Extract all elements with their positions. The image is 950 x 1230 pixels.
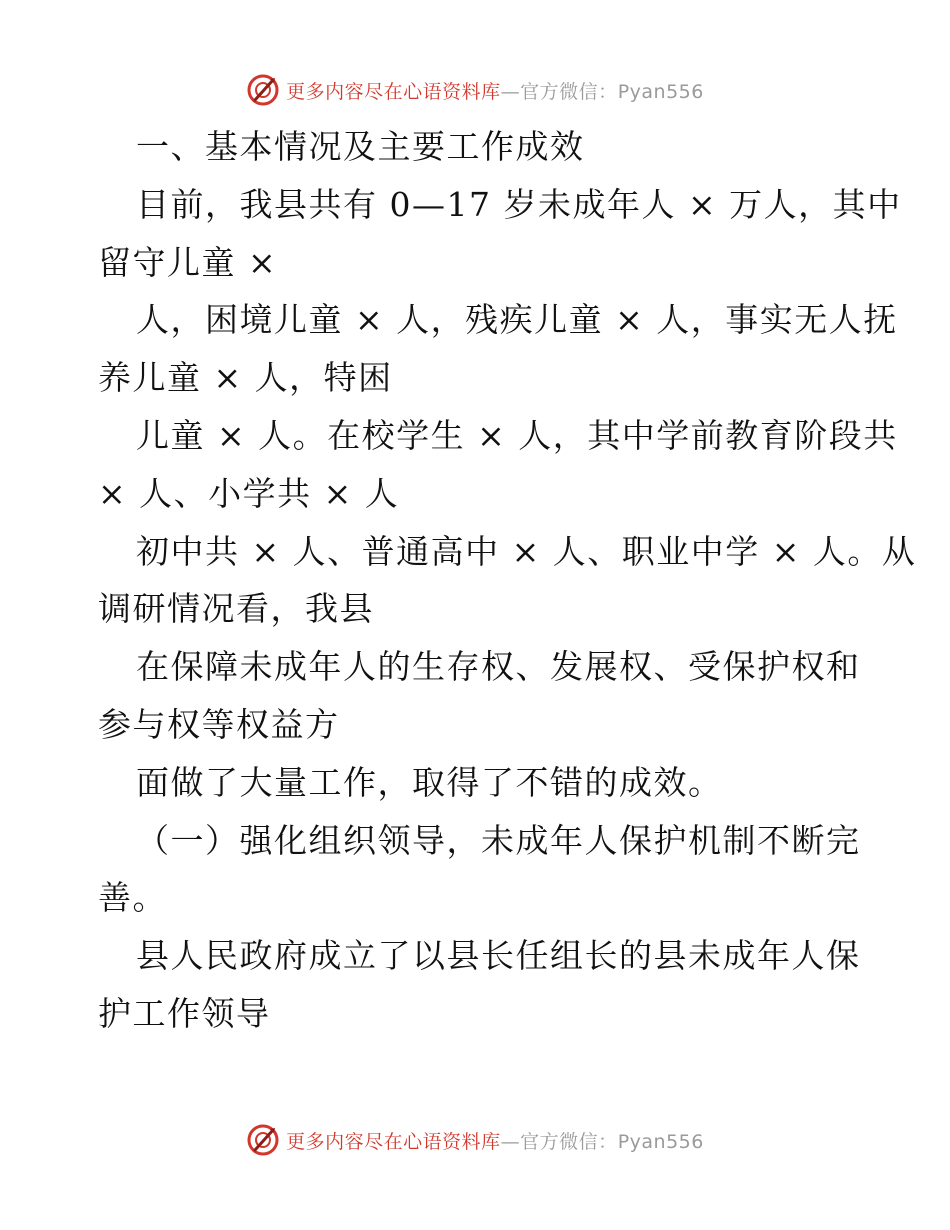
brand-logo-icon [246,1123,280,1157]
body-text-line: 目前，我县共有 0—17 岁未成年人 × 万人，其中 [136,184,902,224]
watermark-dash: — [500,80,521,103]
body-text-line: 善。 [98,878,167,918]
body-text-line: 参与权等权益方 [98,704,340,744]
watermark-text [286,1127,704,1154]
body-text-line: 一、基本情况及主要工作成效 [136,127,585,166]
document-body [98,118,917,1043]
watermark-group [246,1123,704,1157]
watermark-official: 官方微信： [520,1130,618,1153]
watermark-text [286,77,704,104]
body-text-line: 护工作领导 [98,993,271,1033]
body-text-line: 初中共 × 人、普通高中 × 人、职业中学 × 人。从 [136,531,917,571]
body-text-line: 在保障未成年人的生存权、发展权、受保护权和 [136,647,861,687]
watermark-main: 更多内容尽在心语资料库 [286,1130,501,1153]
watermark-group [246,73,704,107]
body-text-line: 县人民政府成立了以县长任组长的县未成年人保 [136,936,861,976]
body-text-line: 留守儿童 × [98,242,278,282]
brand-logo-icon [246,73,280,107]
body-text-line: 养儿童 × 人，特困 [98,358,393,398]
body-text-line: 调研情况看，我县 [98,589,374,629]
watermark-main: 更多内容尽在心语资料库 [286,80,501,103]
watermark-wechat-id: Pyan556 [617,1130,704,1153]
body-text-line: 面做了大量工作，取得了不错的成效。 [136,762,723,802]
body-text-line: （一）强化组织领导，未成年人保护机制不断完 [136,820,861,860]
header-watermark [0,70,950,110]
watermark-wechat-id: Pyan556 [617,80,704,103]
watermark-dash: — [500,1130,521,1153]
body-text-line: × 人、小学共 × 人 [98,473,400,513]
body-text-line: 人，困境儿童 × 人，残疾儿童 × 人，事实无人抚 [136,300,898,340]
watermark-official: 官方微信： [520,80,618,103]
footer-watermark [0,1120,950,1160]
body-text-line: 儿童 × 人。在校学生 × 人，其中学前教育阶段共 [136,415,898,455]
